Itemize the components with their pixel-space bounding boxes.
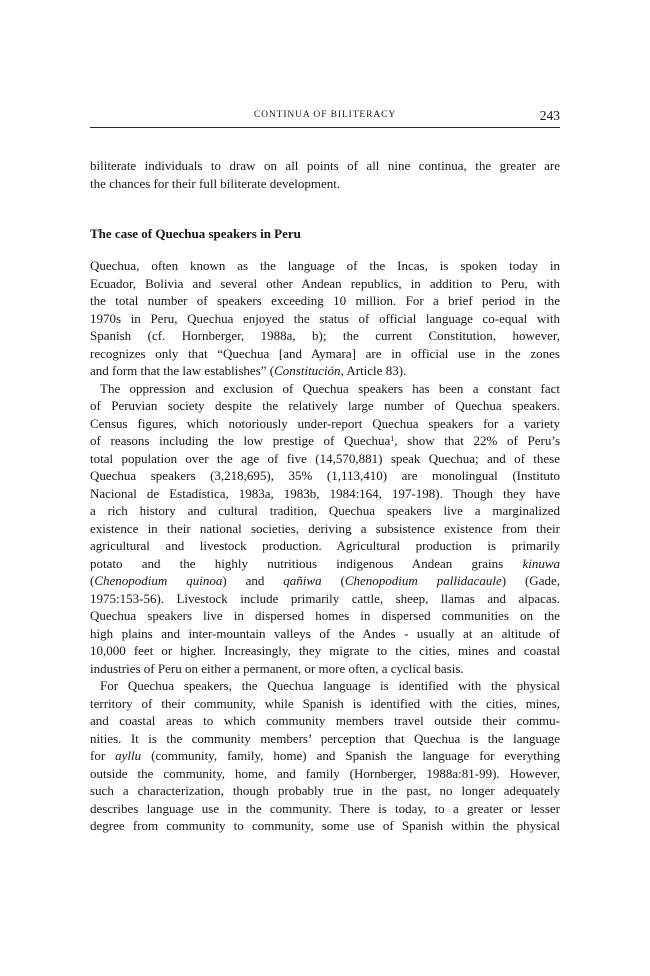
text-line: total population over the age of five (14,570,881) speak Quechua; and of these	[90, 450, 560, 466]
text-run: of reasons including the low prestige of Quechua	[90, 433, 391, 448]
species-name: qañiwa	[283, 573, 322, 588]
species-name: Chenopodium pallidacaule	[344, 573, 502, 588]
text-line: high plains and inter-mountain valleys of the Andes - usually at an altitude of	[90, 625, 560, 641]
text-line: industries of Peru on either a permanent, or more often, a cyclical basis.	[90, 660, 464, 676]
text-run: (	[90, 573, 95, 588]
paragraph-3	[90, 677, 560, 835]
text-line	[90, 572, 560, 590]
text-line: describes language use in the community. There is today, to a greater or lesser	[90, 800, 560, 816]
text-line	[90, 362, 560, 380]
page-number: 243	[539, 108, 560, 123]
text-line: Spanish (cf. Hornberger, 1988a, b); the current Constitution, however,	[90, 328, 560, 343]
text-run: for	[90, 748, 116, 763]
text-run: and form that the law establishes” (	[90, 363, 275, 378]
text-line: 1970s in Peru, Quechua enjoyed the status of official language co-equal with	[90, 310, 560, 326]
paragraph-2	[90, 380, 560, 678]
text-line	[90, 432, 560, 450]
quechua-term: ayllu	[115, 748, 142, 763]
section-heading: The case of Quechua speakers in Peru	[90, 226, 301, 241]
text-run: (community, family, home) and Spanish the language for everything	[141, 748, 561, 763]
text-line	[90, 747, 560, 765]
text-line: 10,000 feet or higher. Increasingly, they migrate to the cities, mines and coastal	[90, 643, 560, 658]
header-rule	[90, 127, 560, 128]
text-line: the chances for their full biliterate development.	[90, 175, 341, 191]
text-run: ) (Gade,	[501, 573, 560, 588]
running-head	[90, 108, 560, 128]
species-name: kinuwa	[522, 555, 560, 571]
text-line: and coastal areas to which community members travel outside their commu-	[90, 713, 560, 728]
text-line: recognizes only that “Quechua [and Aymara] are in official use in the zones	[90, 345, 560, 361]
paragraph-1	[90, 257, 560, 380]
text-line: agricultural and livestock production. Agricultural production is primarily	[90, 538, 560, 553]
text-run: , Article 83).	[340, 363, 407, 378]
footnote-marker: 1	[390, 434, 395, 443]
text-line: such a characterization, though probably true in the past, no longer adequately	[90, 783, 560, 798]
text-run: , show that 22% of Peru’s	[394, 433, 560, 448]
text-line: Census figures, which notoriously under-report Quechua speakers for a variety	[90, 415, 560, 431]
text-line: nities. It is the community members’ perception that Quechua is the language	[90, 730, 560, 746]
text-line: The oppression and exclusion of Quechua speakers has been a constant fact	[100, 380, 560, 396]
text-line: territory of their community, while Spanish is identified with the cities, mines,	[90, 695, 560, 711]
text-line: 1975:153-56). Livestock include primarily cattle, sheep, llamas and alpacas.	[90, 590, 560, 606]
text-line: of Peruvian society despite the relatively large number of Quechua speakers.	[90, 398, 560, 413]
running-title: CONTINUA OF BILITERACY	[253, 110, 397, 120]
text-line: Nacional de Estadística, 1983a, 1983b, 1984:164, 197-198). Though they have	[90, 485, 560, 501]
text-line: existence in their national societies, deriving a subsistence existence from their	[90, 520, 560, 536]
text-run: (	[321, 573, 345, 588]
text-line: biliterate individuals to draw on all points of all nine continua, the greater are	[90, 158, 560, 173]
text-line	[90, 555, 560, 573]
citation-title: Constitución	[274, 363, 341, 378]
text-line: the total number of speakers exceeding 10 million. For a brief period in the	[90, 293, 560, 308]
text-line: a rich history and cultural tradition, Quechua speakers live a marginalized	[90, 503, 560, 518]
text-line: For Quechua speakers, the Quechua language is identified with the physical	[100, 678, 560, 693]
text-line: Quechua speakers (3,218,695), 35% (1,113,410) are monolingual (Instituto	[90, 468, 560, 483]
text-line: Quechua speakers live in dispersed homes in dispersed communities on the	[90, 608, 560, 623]
text-line: Quechua, often known as the language of the Incas, is spoken today in	[90, 258, 560, 273]
continuation-paragraph	[90, 157, 560, 192]
text-line: degree from community to community, some use of Spanish within the physical	[90, 818, 560, 833]
text-line: outside the community, home, and family (Hornberger, 1988a:81-99). However,	[90, 765, 560, 781]
text-line: Ecuador, Bolivia and several other Andean republics, in addition to Peru, with	[90, 275, 560, 291]
species-name: Chenopodium quinoa	[94, 573, 223, 588]
text-run: potato and the highly nutritious indigenous Andean grains	[90, 555, 523, 571]
text-run: ) and	[222, 573, 284, 588]
